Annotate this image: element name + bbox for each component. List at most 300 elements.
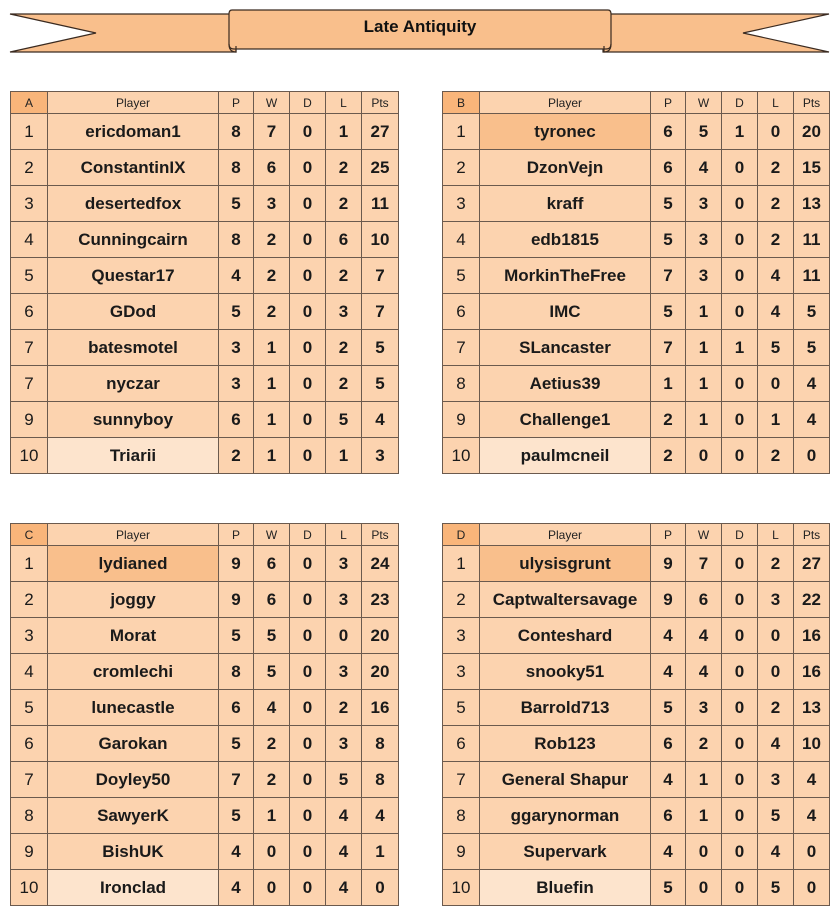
played-cell: 2 <box>651 438 686 474</box>
draws-cell: 0 <box>290 150 326 186</box>
points-cell: 8 <box>362 762 399 798</box>
points-cell: 22 <box>794 582 830 618</box>
losses-cell: 5 <box>758 330 794 366</box>
wins-cell: 2 <box>254 294 290 330</box>
standings-row <box>443 366 830 402</box>
losses-cell: 3 <box>326 726 362 762</box>
player-name-cell: ConstantinIX <box>48 150 219 186</box>
wins-cell: 6 <box>254 150 290 186</box>
group-letter: D <box>443 524 480 546</box>
played-cell: 8 <box>219 222 254 258</box>
wins-cell: 3 <box>254 186 290 222</box>
rank-cell: 5 <box>443 690 480 726</box>
points-cell: 10 <box>794 726 830 762</box>
draws-cell: 0 <box>722 186 758 222</box>
player-name-cell: Morat <box>48 618 219 654</box>
points-cell: 0 <box>794 870 830 906</box>
col-player-header: Player <box>480 524 651 546</box>
player-name-cell: Triarii <box>48 438 219 474</box>
draws-cell: 0 <box>290 546 326 582</box>
played-cell: 5 <box>219 186 254 222</box>
player-name-cell: Questar17 <box>48 258 219 294</box>
rank-cell: 1 <box>11 546 48 582</box>
wins-cell: 1 <box>254 330 290 366</box>
played-cell: 9 <box>651 546 686 582</box>
draws-cell: 0 <box>722 654 758 690</box>
played-cell: 5 <box>651 222 686 258</box>
standings-row <box>443 690 830 726</box>
wins-cell: 4 <box>686 654 722 690</box>
player-name-cell: Rob123 <box>480 726 651 762</box>
player-name-cell: edb1815 <box>480 222 651 258</box>
draws-cell: 0 <box>722 618 758 654</box>
rank-cell: 3 <box>11 186 48 222</box>
standings-row <box>11 438 399 474</box>
player-name-cell: cromlechi <box>48 654 219 690</box>
rank-cell: 3 <box>443 618 480 654</box>
wins-cell: 1 <box>686 762 722 798</box>
wins-cell: 1 <box>686 402 722 438</box>
points-cell: 5 <box>362 330 399 366</box>
draws-cell: 0 <box>722 366 758 402</box>
points-cell: 0 <box>794 834 830 870</box>
header-row <box>11 92 399 114</box>
losses-cell: 0 <box>758 654 794 690</box>
rank-cell: 7 <box>11 330 48 366</box>
played-cell: 5 <box>651 294 686 330</box>
draws-cell: 0 <box>290 114 326 150</box>
rank-cell: 5 <box>11 690 48 726</box>
draws-cell: 0 <box>722 222 758 258</box>
player-name-cell: SawyerK <box>48 798 219 834</box>
player-name-cell: joggy <box>48 582 219 618</box>
group-a-table <box>10 91 399 474</box>
standings-row <box>443 330 830 366</box>
losses-cell: 6 <box>326 222 362 258</box>
losses-cell: 3 <box>758 762 794 798</box>
points-cell: 13 <box>794 186 830 222</box>
draws-cell: 0 <box>290 582 326 618</box>
standings-row <box>11 870 399 906</box>
losses-cell: 4 <box>326 870 362 906</box>
points-cell: 0 <box>362 870 399 906</box>
standings-row <box>11 330 399 366</box>
played-cell: 2 <box>219 438 254 474</box>
losses-cell: 2 <box>326 330 362 366</box>
player-name-cell: Doyley50 <box>48 762 219 798</box>
rank-cell: 3 <box>443 186 480 222</box>
draws-cell: 0 <box>290 798 326 834</box>
standings-row <box>443 258 830 294</box>
rank-cell: 5 <box>11 258 48 294</box>
points-cell: 5 <box>794 294 830 330</box>
draws-cell: 0 <box>722 726 758 762</box>
draws-cell: 0 <box>722 798 758 834</box>
player-name-cell: General Shapur <box>480 762 651 798</box>
draws-cell: 1 <box>722 330 758 366</box>
standings-row <box>443 150 830 186</box>
losses-cell: 1 <box>326 114 362 150</box>
draws-cell: 0 <box>290 294 326 330</box>
played-cell: 5 <box>651 690 686 726</box>
points-cell: 11 <box>794 222 830 258</box>
wins-cell: 0 <box>254 834 290 870</box>
points-cell: 16 <box>362 690 399 726</box>
wins-cell: 6 <box>254 546 290 582</box>
player-name-cell: BishUK <box>48 834 219 870</box>
rank-cell: 7 <box>443 330 480 366</box>
wins-cell: 3 <box>686 186 722 222</box>
banner-left-tail <box>10 14 236 52</box>
draws-cell: 0 <box>722 258 758 294</box>
losses-cell: 5 <box>758 870 794 906</box>
played-cell: 4 <box>651 762 686 798</box>
points-cell: 5 <box>794 330 830 366</box>
draws-cell: 0 <box>722 150 758 186</box>
player-name-cell: SLancaster <box>480 330 651 366</box>
header-row <box>443 92 830 114</box>
played-cell: 7 <box>219 762 254 798</box>
standings-row <box>443 870 830 906</box>
standings-row <box>11 582 399 618</box>
wins-cell: 2 <box>686 726 722 762</box>
played-cell: 6 <box>219 402 254 438</box>
draws-cell: 0 <box>290 762 326 798</box>
page-title: Late Antiquity <box>363 17 477 36</box>
draws-cell: 0 <box>290 618 326 654</box>
player-name-cell: Barrold713 <box>480 690 651 726</box>
rank-cell: 2 <box>11 582 48 618</box>
standings-row <box>443 438 830 474</box>
wins-cell: 0 <box>686 870 722 906</box>
points-cell: 11 <box>362 186 399 222</box>
losses-cell: 2 <box>758 546 794 582</box>
played-cell: 6 <box>651 150 686 186</box>
wins-cell: 1 <box>686 294 722 330</box>
col-l-header: L <box>758 92 794 114</box>
player-name-cell: ulysisgrunt <box>480 546 651 582</box>
standings-row <box>11 834 399 870</box>
standings-row <box>11 186 399 222</box>
rank-cell: 7 <box>11 366 48 402</box>
points-cell: 27 <box>794 546 830 582</box>
player-name-cell: Captwaltersavage <box>480 582 651 618</box>
losses-cell: 3 <box>326 654 362 690</box>
losses-cell: 0 <box>758 618 794 654</box>
draws-cell: 0 <box>290 834 326 870</box>
rank-cell: 6 <box>443 294 480 330</box>
group-letter: B <box>443 92 480 114</box>
wins-cell: 5 <box>686 114 722 150</box>
points-cell: 20 <box>362 618 399 654</box>
played-cell: 8 <box>219 654 254 690</box>
standings-row <box>11 150 399 186</box>
standings-row <box>443 834 830 870</box>
standings-row <box>443 798 830 834</box>
points-cell: 4 <box>794 762 830 798</box>
rank-cell: 6 <box>443 726 480 762</box>
losses-cell: 4 <box>326 798 362 834</box>
losses-cell: 4 <box>326 834 362 870</box>
standings-row <box>11 690 399 726</box>
player-name-cell: IMC <box>480 294 651 330</box>
played-cell: 6 <box>219 690 254 726</box>
losses-cell: 4 <box>758 726 794 762</box>
player-name-cell: GDod <box>48 294 219 330</box>
draws-cell: 0 <box>722 762 758 798</box>
wins-cell: 1 <box>254 402 290 438</box>
played-cell: 8 <box>219 114 254 150</box>
rank-cell: 10 <box>443 438 480 474</box>
standings-row <box>11 366 399 402</box>
rank-cell: 10 <box>443 870 480 906</box>
losses-cell: 2 <box>758 690 794 726</box>
losses-cell: 5 <box>326 402 362 438</box>
played-cell: 6 <box>651 114 686 150</box>
player-name-cell: Bluefin <box>480 870 651 906</box>
player-name-cell: tyronec <box>480 114 651 150</box>
rank-cell: 10 <box>11 870 48 906</box>
losses-cell: 4 <box>758 834 794 870</box>
rank-cell: 3 <box>443 654 480 690</box>
losses-cell: 0 <box>326 618 362 654</box>
group-letter: C <box>11 524 48 546</box>
col-l-header: L <box>326 92 362 114</box>
rank-cell: 9 <box>11 402 48 438</box>
player-name-cell: Ironclad <box>48 870 219 906</box>
points-cell: 16 <box>794 654 830 690</box>
player-name-cell: lydianed <box>48 546 219 582</box>
points-cell: 8 <box>362 726 399 762</box>
wins-cell: 2 <box>254 222 290 258</box>
standings-row <box>11 546 399 582</box>
rank-cell: 2 <box>11 150 48 186</box>
player-name-cell: Supervark <box>480 834 651 870</box>
rank-cell: 7 <box>443 762 480 798</box>
points-cell: 13 <box>794 690 830 726</box>
col-p-header: P <box>219 524 254 546</box>
losses-cell: 3 <box>758 582 794 618</box>
standings-row <box>443 402 830 438</box>
losses-cell: 2 <box>326 186 362 222</box>
col-w-header: W <box>686 524 722 546</box>
points-cell: 0 <box>794 438 830 474</box>
points-cell: 27 <box>362 114 399 150</box>
wins-cell: 1 <box>686 366 722 402</box>
player-name-cell: ggarynorman <box>480 798 651 834</box>
col-pts-header: Pts <box>794 524 830 546</box>
col-d-header: D <box>290 524 326 546</box>
played-cell: 5 <box>651 870 686 906</box>
points-cell: 4 <box>362 798 399 834</box>
losses-cell: 2 <box>326 690 362 726</box>
draws-cell: 0 <box>290 258 326 294</box>
points-cell: 16 <box>794 618 830 654</box>
rank-cell: 9 <box>443 402 480 438</box>
played-cell: 7 <box>651 330 686 366</box>
wins-cell: 7 <box>254 114 290 150</box>
standings-row <box>443 726 830 762</box>
points-cell: 23 <box>362 582 399 618</box>
player-name-cell: Garokan <box>48 726 219 762</box>
player-name-cell: ericdoman1 <box>48 114 219 150</box>
col-pts-header: Pts <box>362 524 399 546</box>
col-w-header: W <box>254 524 290 546</box>
points-cell: 24 <box>362 546 399 582</box>
draws-cell: 0 <box>290 726 326 762</box>
losses-cell: 1 <box>326 438 362 474</box>
losses-cell: 0 <box>758 366 794 402</box>
player-name-cell: paulmcneil <box>480 438 651 474</box>
rank-cell: 5 <box>443 258 480 294</box>
rank-cell: 3 <box>11 618 48 654</box>
player-name-cell: Conteshard <box>480 618 651 654</box>
played-cell: 4 <box>219 834 254 870</box>
played-cell: 4 <box>219 258 254 294</box>
standings-row <box>11 294 399 330</box>
losses-cell: 5 <box>758 798 794 834</box>
played-cell: 4 <box>651 654 686 690</box>
player-name-cell: MorkinTheFree <box>480 258 651 294</box>
wins-cell: 4 <box>254 690 290 726</box>
wins-cell: 1 <box>254 366 290 402</box>
wins-cell: 2 <box>254 726 290 762</box>
wins-cell: 4 <box>686 150 722 186</box>
losses-cell: 5 <box>326 762 362 798</box>
col-player-header: Player <box>48 524 219 546</box>
standings-row <box>11 618 399 654</box>
rank-cell: 8 <box>443 798 480 834</box>
rank-cell: 4 <box>11 222 48 258</box>
played-cell: 9 <box>651 582 686 618</box>
played-cell: 7 <box>651 258 686 294</box>
losses-cell: 2 <box>758 150 794 186</box>
losses-cell: 3 <box>326 582 362 618</box>
losses-cell: 2 <box>326 150 362 186</box>
player-name-cell: lunecastle <box>48 690 219 726</box>
rank-cell: 4 <box>11 654 48 690</box>
losses-cell: 2 <box>758 438 794 474</box>
draws-cell: 1 <box>722 114 758 150</box>
group-d-table <box>442 523 830 906</box>
draws-cell: 0 <box>722 402 758 438</box>
played-cell: 4 <box>651 618 686 654</box>
standings-row <box>11 654 399 690</box>
played-cell: 8 <box>219 150 254 186</box>
losses-cell: 4 <box>758 258 794 294</box>
wins-cell: 1 <box>254 438 290 474</box>
col-l-header: L <box>326 524 362 546</box>
draws-cell: 0 <box>722 546 758 582</box>
wins-cell: 5 <box>254 618 290 654</box>
draws-cell: 0 <box>722 834 758 870</box>
standings-row <box>443 546 830 582</box>
played-cell: 5 <box>219 798 254 834</box>
losses-cell: 3 <box>326 294 362 330</box>
played-cell: 9 <box>219 546 254 582</box>
losses-cell: 2 <box>758 186 794 222</box>
played-cell: 6 <box>651 726 686 762</box>
points-cell: 4 <box>794 366 830 402</box>
group-c-table <box>10 523 399 906</box>
draws-cell: 0 <box>290 330 326 366</box>
wins-cell: 4 <box>686 618 722 654</box>
points-cell: 5 <box>362 366 399 402</box>
draws-cell: 0 <box>722 582 758 618</box>
wins-cell: 2 <box>254 258 290 294</box>
wins-cell: 1 <box>686 798 722 834</box>
player-name-cell: sunnyboy <box>48 402 219 438</box>
played-cell: 5 <box>219 726 254 762</box>
rank-cell: 2 <box>443 150 480 186</box>
group-letter: A <box>11 92 48 114</box>
rank-cell: 10 <box>11 438 48 474</box>
losses-cell: 1 <box>758 402 794 438</box>
points-cell: 15 <box>794 150 830 186</box>
wins-cell: 0 <box>686 438 722 474</box>
points-cell: 20 <box>362 654 399 690</box>
wins-cell: 3 <box>686 222 722 258</box>
wins-cell: 0 <box>686 834 722 870</box>
draws-cell: 0 <box>290 690 326 726</box>
losses-cell: 2 <box>326 258 362 294</box>
points-cell: 7 <box>362 258 399 294</box>
rank-cell: 1 <box>443 114 480 150</box>
wins-cell: 3 <box>686 690 722 726</box>
col-pts-header: Pts <box>794 92 830 114</box>
standings-row <box>11 222 399 258</box>
played-cell: 5 <box>651 186 686 222</box>
header-row <box>11 524 399 546</box>
standings-row <box>11 762 399 798</box>
player-name-cell: Cunningcairn <box>48 222 219 258</box>
played-cell: 4 <box>651 834 686 870</box>
rank-cell: 1 <box>11 114 48 150</box>
rank-cell: 4 <box>443 222 480 258</box>
standings-row <box>443 618 830 654</box>
player-name-cell: snooky51 <box>480 654 651 690</box>
draws-cell: 0 <box>290 870 326 906</box>
played-cell: 5 <box>219 294 254 330</box>
points-cell: 11 <box>794 258 830 294</box>
player-name-cell: desertedfox <box>48 186 219 222</box>
wins-cell: 6 <box>686 582 722 618</box>
wins-cell: 0 <box>254 870 290 906</box>
standings-row <box>11 258 399 294</box>
points-cell: 4 <box>362 402 399 438</box>
points-cell: 1 <box>362 834 399 870</box>
standings-row <box>443 186 830 222</box>
standings-row <box>443 654 830 690</box>
points-cell: 7 <box>362 294 399 330</box>
col-d-header: D <box>722 92 758 114</box>
losses-cell: 4 <box>758 294 794 330</box>
losses-cell: 3 <box>326 546 362 582</box>
standings-row <box>443 582 830 618</box>
standings-row <box>11 114 399 150</box>
standings-row <box>11 798 399 834</box>
standings-row <box>11 402 399 438</box>
points-cell: 20 <box>794 114 830 150</box>
player-name-cell: Challenge1 <box>480 402 651 438</box>
draws-cell: 0 <box>722 438 758 474</box>
played-cell: 9 <box>219 582 254 618</box>
points-cell: 4 <box>794 798 830 834</box>
played-cell: 6 <box>651 798 686 834</box>
col-player-header: Player <box>480 92 651 114</box>
col-d-header: D <box>722 524 758 546</box>
played-cell: 3 <box>219 330 254 366</box>
